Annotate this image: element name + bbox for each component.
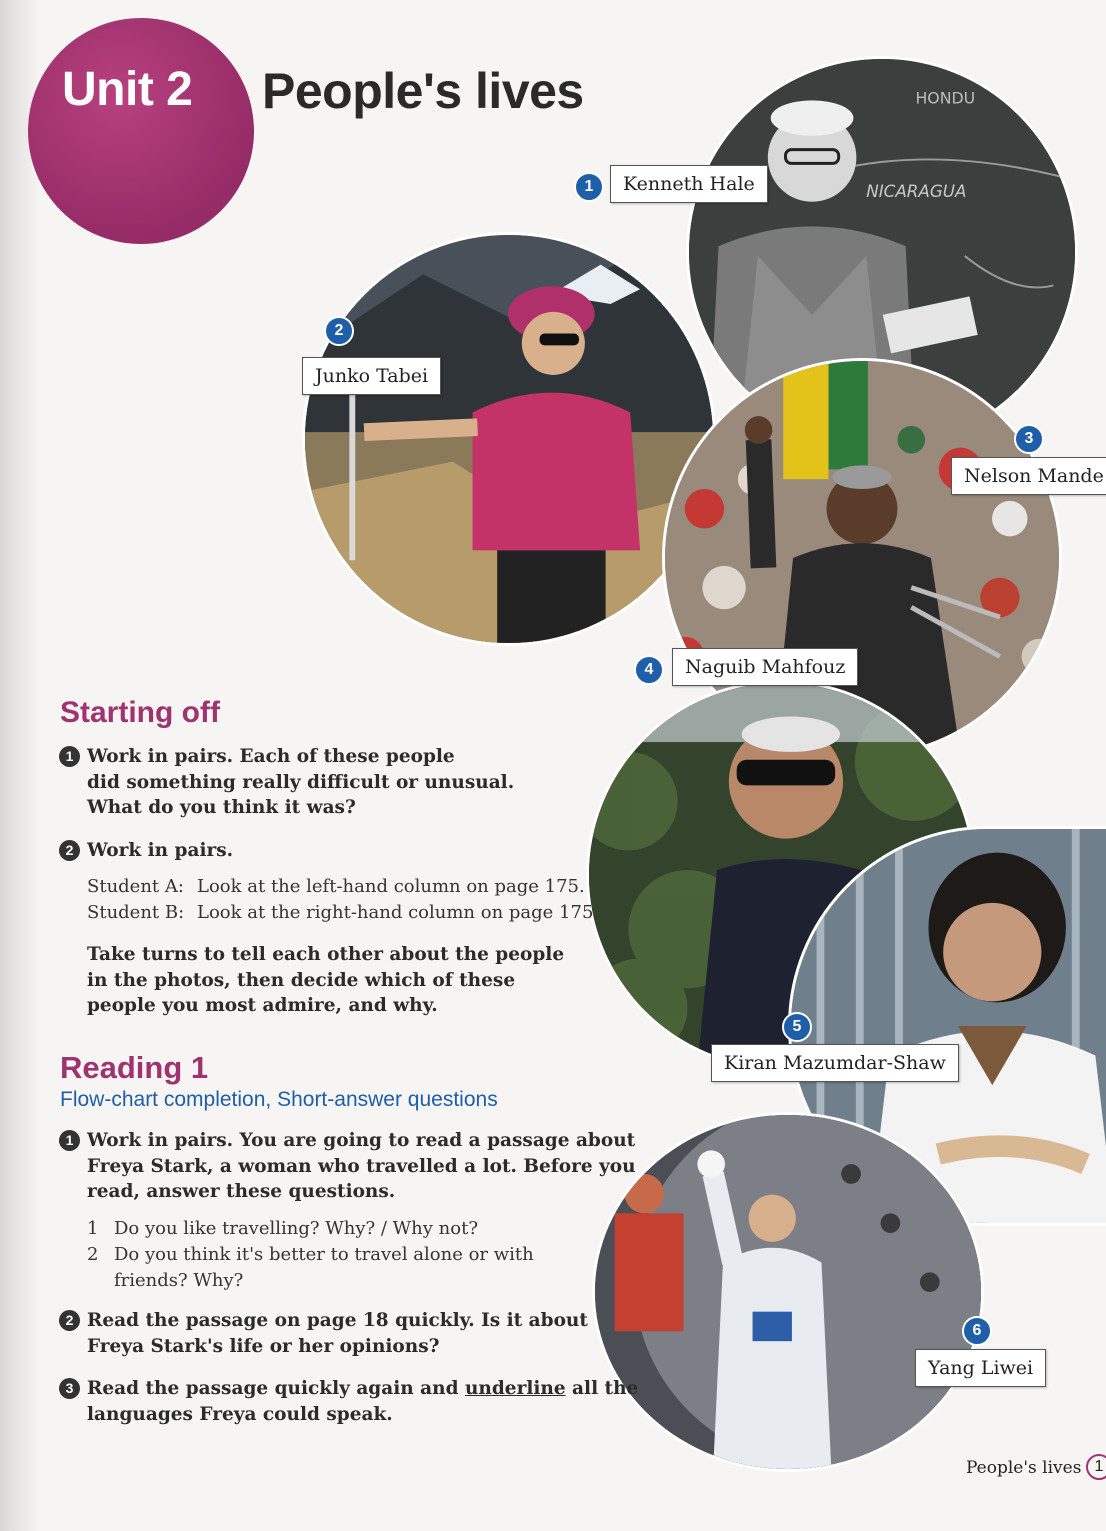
underline-word: underline: [464, 1378, 566, 1399]
question-item-continued: friends? Why?: [114, 1270, 244, 1291]
task-line: people you most admire, and why.: [87, 995, 438, 1016]
page-number: 1: [1086, 1454, 1106, 1480]
photo-junko-tabei: [302, 232, 716, 646]
footer-running-title: People's lives: [966, 1458, 1082, 1478]
name-tag-kenneth-hale: Kenneth Hale: [610, 165, 768, 203]
task-number-icon: 2: [59, 1310, 80, 1331]
page-gutter-shadow: [0, 0, 40, 1531]
task-line: languages Freya could speak.: [87, 1403, 393, 1425]
question-item: 1 Do you like travelling? Why? / Why not?: [87, 1218, 478, 1239]
person-number-badge: 5: [782, 1012, 812, 1042]
unit-badge-circle: [28, 18, 254, 244]
reading-task-3: [65, 1376, 639, 1427]
task-line: did something really difficult or unusual.: [87, 771, 515, 793]
chalk-text-nicaragua: NICARAGUA: [866, 180, 967, 201]
task-line: Read the passage quickly again and underline all the: [87, 1378, 639, 1399]
person-number-badge: 3: [1014, 424, 1044, 454]
task-line: Take turns to tell each other about the people: [87, 944, 565, 965]
task-line: What do you think it was?: [87, 797, 356, 818]
task-line: Read the passage on page 18 quickly. Is it about: [87, 1310, 588, 1331]
reading-task-2: [65, 1308, 588, 1359]
starting-off-task-2: [65, 838, 234, 864]
reading-1-heading: Reading 1: [60, 1050, 209, 1085]
unit-label: Unit 2: [62, 63, 193, 116]
task-line: in the photos, then decide which of these: [87, 969, 516, 991]
task-line: Freya Stark's life or her opinions?: [87, 1335, 440, 1357]
starting-off-task-2-followup: [87, 942, 564, 1019]
reading-task-1-questions: [87, 1216, 534, 1294]
reading-1-subheading: Flow-chart completion, Short-answer questions: [60, 1088, 498, 1111]
person-number-badge: 2: [324, 316, 354, 346]
task-line: read, answer these questions.: [87, 1181, 396, 1202]
starting-off-heading: Starting off: [60, 696, 220, 729]
name-tag-kiran-mazumdar-shaw: Kiran Mazumdar-Shaw: [711, 1044, 959, 1082]
task-line: Work in pairs. You are going to read a passage about: [87, 1130, 636, 1151]
student-roles: [87, 874, 599, 926]
task-line: Work in pairs.: [87, 840, 234, 861]
student-a-line: Student A: Look at the left-hand column on page 175.: [87, 876, 585, 897]
reading-task-1: [65, 1128, 636, 1205]
name-tag-naguib-mahfouz: Naguib Mahfouz: [672, 648, 858, 686]
name-tag-junko-tabei: Junko Tabei: [302, 357, 441, 395]
task-number-icon: 2: [59, 840, 80, 861]
task-line: Freya Stark, a woman who travelled a lot. Before you: [87, 1155, 636, 1177]
chalk-text-hondu: HONDU: [915, 88, 976, 108]
task-number-icon: 3: [59, 1378, 80, 1399]
name-tag-nelson-mandela: Nelson Mande: [951, 457, 1106, 495]
person-number-badge: 6: [962, 1316, 992, 1346]
task-number-icon: 1: [59, 1130, 80, 1151]
question-item: 2 Do you think it's better to travel alone or with: [87, 1244, 534, 1265]
task-line: Work in pairs. Each of these people: [87, 746, 455, 767]
person-number-badge: 1: [574, 172, 604, 202]
photo-yang-liwei: [592, 1112, 984, 1472]
student-b-line: Student B: Look at the right-hand column on page 175.: [87, 902, 600, 923]
person-number-badge: 4: [634, 655, 664, 685]
page-title: People's lives: [262, 63, 584, 119]
name-tag-yang-liwei: Yang Liwei: [915, 1349, 1046, 1387]
task-number-icon: 1: [59, 746, 80, 767]
starting-off-task-1: [65, 744, 515, 821]
